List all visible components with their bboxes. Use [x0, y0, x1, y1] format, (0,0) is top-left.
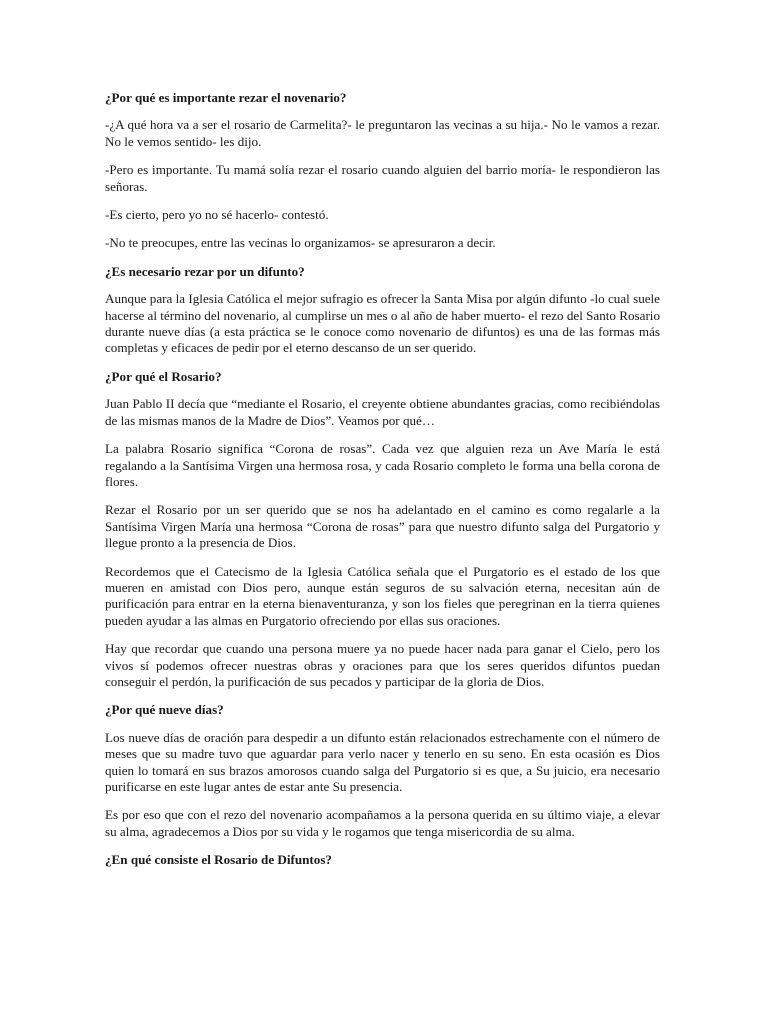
paragraph: -Es cierto, pero yo no sé hacerlo- contestó.	[105, 207, 329, 223]
section-heading-nueve-dias: ¿Por qué nueve días?	[105, 702, 224, 718]
document-page	[105, 90, 660, 880]
paragraph: Rezar el Rosario por un ser querido que se nos ha adelantado en el camino es como regalarle a la Santísima Virgen María una hermosa “Corona de rosas” para que nuestro difunto salga del Purgatorio y llegue pronto a la presencia de Dios.	[105, 502, 660, 551]
section-heading-difunto: ¿Es necesario rezar por un difunto?	[105, 263, 305, 279]
paragraph: Es por eso que con el rezo del novenario acompañamos a la persona querida en su último viaje, a elevar su alma, agradecemos a Dios por su vida y le rogamos que tenga misericordia de su alma.	[105, 807, 660, 839]
paragraph: -Pero es importante. Tu mamá solía rezar el rosario cuando alguien del barrio moría- le respondieron las señoras.	[105, 162, 660, 194]
paragraph: La palabra Rosario significa “Corona de rosas”. Cada vez que alguien reza un Ave María le está regalando a la Santísima Virgen una hermosa rosa, y cada Rosario completo le forma una bella corona de flores.	[105, 441, 660, 489]
section-heading-rosario-difuntos: ¿En qué consiste el Rosario de Difuntos?	[105, 852, 332, 868]
paragraph: Los nueve días de oración para despedir a un difunto están relacionados estrechamente con el número de meses que su madre tuvo que aguardar para verlo nacer y tenerlo en su seno. En esta ocasión es Dios quien lo tomará en sus brazos amorosos cuando salga del Purgatorio si es que, a Su juicio, era necesario purificarse en este lugar antes de estar ante Su presencia.	[105, 729, 660, 794]
paragraph: -¿A qué hora va a ser el rosario de Carmelita?- le preguntaron las vecinas a su hija.- No le vamos a rezar. No le vemos sentido- les dijo.	[105, 117, 660, 149]
paragraph: Aunque para la Iglesia Católica el mejor sufragio es ofrecer la Santa Misa por algún difunto -lo cual suele hacerse al término del novenario, al cumplirse un mes o al año de haber muerto- el rezo del Santo Rosario durante nueve días (a esta práctica se le conoce como novenario de difuntos) es una de las formas más completas y eficaces de pedir por el eterno descanso de un ser querido.	[105, 291, 660, 356]
paragraph: Recordemos que el Catecismo de la Iglesia Católica señala que el Purgatorio es el estado de los que mueren en amistad con Dios pero, aunque están seguros de su salvación eterna, necesitan aún de purificación para entrar en la eterna bienaventuranza, y son los fieles que peregrinan en la tierra quienes pueden ayudar a las almas en Purgatorio ofreciendo por ellas sus oraciones.	[105, 563, 660, 628]
section-heading-rosario: ¿Por qué el Rosario?	[105, 368, 222, 384]
section-heading-novenario: ¿Por qué es importante rezar el novenario?	[105, 90, 347, 105]
paragraph: Juan Pablo II decía que “mediante el Rosario, el creyente obtiene abundantes gracias, como recibiéndolas de las mismas manos de la Madre de Dios”. Veamos por qué…	[105, 396, 660, 428]
paragraph: -No te preocupes, entre las vecinas lo organizamos- se apresuraron a decir.	[105, 235, 496, 251]
paragraph: Hay que recordar que cuando una persona muere ya no puede hacer nada para ganar el Cielo, pero los vivos sí podemos ofrecer nuestras obras y oraciones para que los seres queridos difuntos puedan conseguir el perdón, la purificación de sus pecados y participar de la gloria de Dios.	[105, 641, 660, 689]
